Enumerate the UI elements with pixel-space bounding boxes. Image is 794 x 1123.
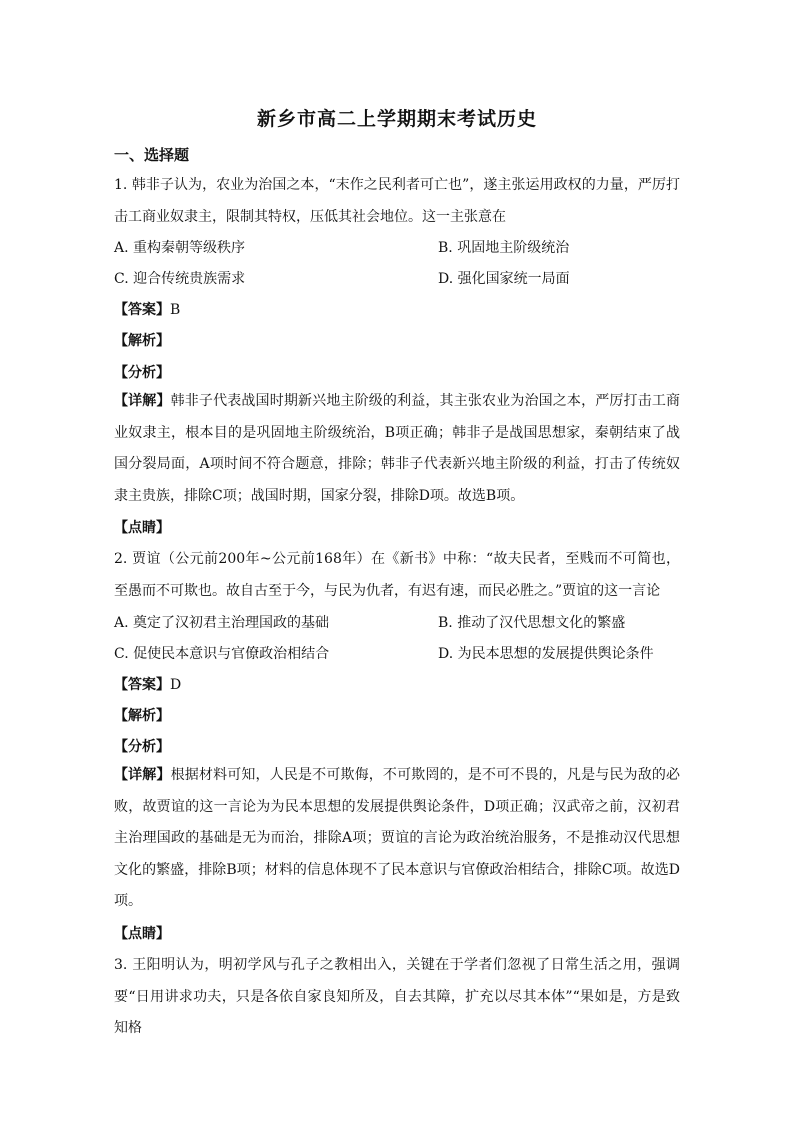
q1-answer-label: 【答案】: [114, 302, 170, 318]
q2-option-d: D. 为民本思想的发展提供舆论条件: [438, 646, 654, 662]
q1-detail-label: 【详解】: [114, 393, 171, 409]
q2-detail-label: 【详解】: [114, 767, 171, 783]
section-heading: 一、选择题: [114, 146, 190, 164]
q1-stem: 1. 韩非子认为，农业为治国之本，“末作之民利者可亡也”，遂主张运用政权的力量，严厉打击工商业奴隶主，限制其特权，压低其社会地位。这一主张意在: [114, 177, 680, 225]
q2-answer-value: D: [170, 677, 182, 693]
q1-option-d: D. 强化国家统一局面: [438, 271, 570, 287]
q2-dianjing-label: 【点睛】: [114, 926, 170, 942]
q2-detail: [114, 760, 680, 918]
q1-answer-line: [114, 299, 180, 319]
q1-detail-text: 韩非子代表战国时期新兴地主阶级的利益，其主张农业为治国之本，严厉打击工商业奴隶主，根本目的是巩固地主阶级统治，B项正确；韩非子是战国思想家，秦朝结束了战国分裂局面，A项时间不符合题意，排除；韩非子代表新兴地主阶级的利益，打击了传统奴隶主贵族，排除C项；战国时期，国家分裂，排除D项。故选B项。: [114, 393, 681, 504]
q3-stem: 3. 王阳明认为，明初学风与孔子之教相出入，关键在于学者们忽视了日常生活之用，强调要“日用讲求功夫，只是各依自家良知所及，自去其障，扩充以尽其本体”“果如是，方是致知格: [114, 957, 680, 1036]
q2-stem: 2. 贾谊（公元前200年~公元前168年）在《新书》中称：“故夫民者，至贱而不可简也，至愚而不可欺也。故自古至于今，与民为仇者，有迟有速，而民必胜之。”贾谊的这一言论: [114, 551, 680, 599]
q2-analysis-label: 【解析】: [114, 708, 170, 724]
q1-analysis-label: 【解析】: [114, 333, 170, 349]
q1-option-c: C. 迎合传统贵族需求: [114, 271, 246, 287]
q2-option-a: A. 奠定了汉初君主治理国政的基础: [114, 615, 330, 631]
q1-fenxi-label: 【分析】: [114, 365, 170, 381]
q1-answer-value: B: [170, 302, 181, 318]
q1-option-b: B. 巩固地主阶级统治: [438, 240, 570, 256]
q1-detail: [114, 386, 680, 512]
page-title: 新乡市高二上学期期末考试历史: [256, 108, 537, 130]
q2-detail-text: 根据材料可知，人民是不可欺侮，不可欺罔的，是不可不畏的，凡是与民为敌的必败，故贾谊的这一言论为为民本思想的发展提供舆论条件，D项正确；汉武帝之前，汉初君主治理国政的基础是无为而治，排除A项；贾谊的言论为政治统治服务，不是推动汉代思想文化的繁盛，排除B项；材料的信息体现不了民本意识与官僚政治相结合，排除C项。故选D项。: [114, 767, 681, 909]
q2-answer-line: [114, 674, 181, 694]
q2-option-c: C. 促使民本意识与官僚政治相结合: [114, 646, 330, 662]
q2-answer-label: 【答案】: [114, 677, 170, 693]
q1-dianjing-label: 【点睛】: [114, 520, 170, 536]
q2-fenxi-label: 【分析】: [114, 739, 170, 755]
q2-option-b: B. 推动了汉代思想文化的繁盛: [438, 615, 626, 631]
q1-option-a: A. 重构秦朝等级秩序: [114, 240, 246, 256]
